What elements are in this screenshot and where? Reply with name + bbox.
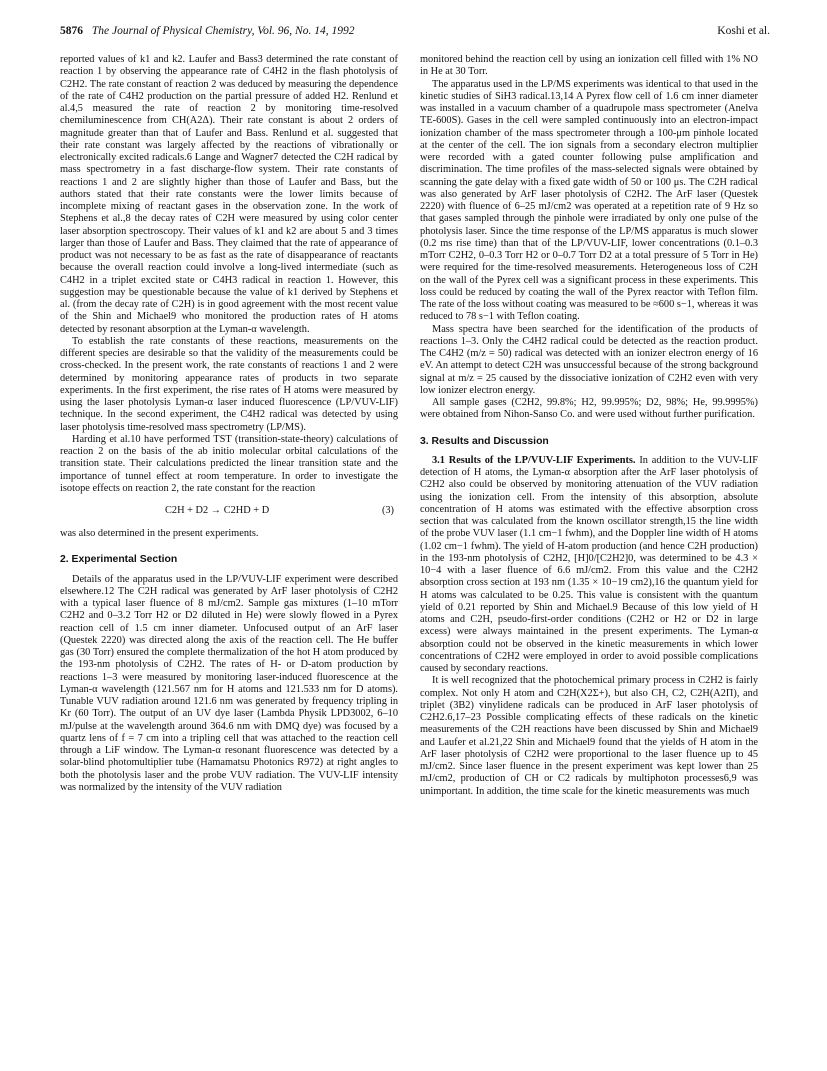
paragraph: To establish the rate constants of these reactions, measurements on the different species are desirable so that the validity of the measurements could be cross-checked. In the present work, the rate constants of reactions 1 and 2 were determined by monitoring appearance rates of products in two separate experiments. In the first experiment, the rise rates of H atoms were measured by using the laser photolysis Lyman-α laser induced fluorescence (LP/VUV-LIF) technique. In the second experiment, the C4H2 radical was detected by using laser photolysis time-resolved mass spectrometry (LP/MS).	[60, 335, 398, 433]
subsection-heading: 3.1 Results of the LP/VUV-LIF Experiments.	[432, 454, 636, 466]
section-heading: 3. Results and Discussion	[420, 435, 549, 447]
paragraph-text: In addition to the VUV-LIF detection of H atoms, the Lyman-α absorption after the ArF laser photolysis of C2H2 also could be observed by monitoring attenuation of the VUV radiation using the ionization cell. From the intensity of this absorption, absolute concentration of H atoms was estimated with the effective absorption cross section that was calculated from the known oscillator strength,15 the line width of the probe VUV laser (1.1 cm−1 fwhm), and the Doppler line width of H atoms (1.02 cm−1 fwhm). The yield of H-atom production (and hence C2H production) in the 193-nm photolysis of C2H2, [H]0/[C2H2]0, was determined to be 4.3 × 10−4 with a laser fluence of 6.6 mJ/cm2. From this value and the C2H2 absorption cross section at 193 nm (1.35 × 10−19 cm2),16 the quantum yield for H atoms was calculated to be 0.25. This value is consistent with the quantum yield of 0.21 reported by Shin and Michael.9 Because of this low yield of H atoms and C2H, pseudo-first-order conditions (C2H2 or H2 or D2 in large excess) were always maintained in the present experiments. The Lyman-α absorption could not be observed in the kinetic measurements in which lower concentrations of C2H2 were employed in order to avoid possible complications caused by secondary reactions.	[420, 454, 758, 674]
paragraph: The apparatus used in the LP/MS experiments was identical to that used in the kinetic studies of SiH3 radical.13,14 A Pyrex flow cell of 1.6 cm inner diameter was installed in a vacuum chamber of a quadrupole mass spectrometer (Anelva TE-600S). Gases in the cell were sampled continuously into an electron-impact ionization chamber of the mass spectrometer through a 100-μm pinhole located at the center of the cell. The ion signals from a secondary electron multiplier were recorded with a gated counter following pulse amplification and discrimination. The time profiles of the mass-selected signals were obtained by scanning the gate delay with a fixed gate width of 50 or 100 μs. The C2H radical was also generated by ArF laser photolysis of C2H2. The ArF laser (Questek 2220) with fluence of 6–25 mJ/cm2 was operated at a repetition rate of 9 Hz so that gases sampled through the pinhole were irradiated by only one pulse of the photolysis laser. Since the time response of the LP/MS apparatus is much slower (0.2 ms rise time) than that of the LP/VUV-LIF, lower concentrations (0.1–0.3 mTorr C2H2, 0–0.3 Torr H2 or 0–0.7 Torr D2 at a total pressure of 5 Torr in He) were required for the time-resolved measurements. Heterogeneous loss of C2H on the wall of the Pyrex cell was a significant process in these experiments. This loss could be reduced by coating the wall of the Pyrex reactor with Teflon film. The rate of the loss without coating was measured to be ≈600 s−1, whereas it was reduced to 78 s−1 with Teflon coating.	[420, 78, 758, 323]
paragraph: Harding et al.10 have performed TST (transition-state-theory) calculations of reaction 2 on the basis of the ab initio molecular orbital calculations of the transition state. Their calculations predicted the linear transition state and the importance of tunnel effect at room temperature. In order to investigate the isotope effects on reaction 2, the rate constant for the reaction	[60, 433, 398, 494]
paragraph	[420, 455, 758, 676]
equation-number: (3)	[381, 505, 394, 516]
paragraph: It is well recognized that the photochemical primary process in C2H2 is fairly complex. Not only H atom and C2H(X2Σ+), but also CH, C2, C2H(A2Π), and triplet (3B2) vinylidene radicals can be produced in ArF laser photolysis of C2H2.6,17–23 Possible complicating effects of these radicals on the kinetic measurements of the C2H reactions have been discussed by Shin and Michael9 and Laufer et al.21,22 Shin and Michael9 found that the yields of H atom in the ArF laser photolysis of C2H2 were proportional to the laser fluence up to 45 mJ/cm2. Since laser fluence in the present experiment was kept lower than 25 mJ/cm2, production of CH or C2 radicals by multiphoton processes6,9 was unimportant. In addition, the time scale for the kinetic measurements was much	[420, 675, 758, 797]
left-column	[60, 54, 398, 794]
equation: C2H + D2 → C2HD + D	[165, 505, 270, 516]
header-authors: Koshi et al.	[717, 25, 770, 37]
paragraph: monitored behind the reaction cell by using an ionization cell filled with 1% NO in He at 30 Torr.	[420, 54, 758, 78]
page-number: 5876	[60, 25, 83, 37]
right-column	[420, 54, 758, 798]
journal-citation: The Journal of Physical Chemistry, Vol. 96, No. 14, 1992	[91, 25, 355, 37]
section-heading: 2. Experimental Section	[60, 554, 178, 566]
paragraph: All sample gases (C2H2, 99.8%; H2, 99.995%; D2, 98%; He, 99.9995%) were obtained from Nihon-Sanso Co. and were used without further purification.	[420, 397, 758, 421]
equation-block	[60, 504, 398, 520]
paragraph: Mass spectra have been searched for the identification of the products of reactions 1–3. Only the C4H2 radical could be detected as the reaction product. The C4H2 (m/z = 50) radical was detected with an ionizer electron energy of 16 eV. An attempt to detect C2H was unsuccessful because of the strong background signal at m/z = 25 caused by the dissociative ionization of C2H2 even with very low ionizer electron energy.	[420, 323, 758, 396]
header-left	[60, 25, 354, 37]
paragraph: was also determined in the present experiments.	[60, 528, 259, 539]
paragraph: reported values of k1 and k2. Laufer and Bass3 determined the rate constant of reaction 1 by observing the appearance rate of C4H2 in the flash photolysis of C2H2. The rate constant of reaction 2 was deduced by measuring the dependence of the rate of C4H2 production on the partial pressure of added H2. Renlund et al.4,5 measured the rate of reaction 2 by monitoring time-resolved chemiluminescence from CH(A2Δ). Their rate constant is about 2 orders of magnitude greater than that of Laufer and Bass. Renlund et al. suggested that their rate constant was largely affected by the reactions of vibrationally or electronically excited radicals.6 Lange and Wagner7 detected the C2H radical by mass spectrometry in a fast discharge-flow system. Their rate constants of reactions 1 and 2 are slightly higher than those of Laufer and Bass, but the authors stated that their rate constants were the lower limits because of incomplete mixing of reactant gases in the observation zone. In the work of Stephens et al.,8 the decay rates of C2H were measured by using color center laser absorption spectroscopy. Their values of k1 and k2 are about 5 and 3 times larger than those of Laufer and Bass. They claimed that the rate of appearance of product was not necessary to be as fast as the rate of disappearance of reactants because the overall reaction could involve a long-lived intermediate (such as C4H2 in a triplet excited state or C4H3 radical in reaction 1. However, this suggestion may be questionable because the value of k1 derived by Stephens et al. (from the decay rate of C2H) is in good agreement with the most recent value of the Shin and Michael9 who monitored the production rates of H atoms detected by resonant absorption at the Lyman-α wavelength.	[60, 54, 398, 335]
page-header	[60, 25, 770, 43]
paragraph: Details of the apparatus used in the LP/VUV-LIF experiment were described elsewhere.12 The C2H radical was generated by ArF laser photolysis of C2H2 with a typical laser fluence of 8 mJ/cm2. Sample gas mixtures (1–10 mTorr C2H2 and 0–3.2 Torr H2 or D2 diluted in He) were slowly flowed in a Pyrex reaction cell of 1.5 cm inner diameter. Unfocused output of an ArF laser (Questek 2220) was directed along the axis of the reaction cell. The He buffer gas (30 Torr) ensured the complete thermalization of the hot H atom produced by the 193-nm photolysis of C2H2. The rates of H- or D-atom production by reactions 1–3 were measured by monitoring laser-induced fluorescence at the Lyman-α wavelength (121.567 nm for H atoms and 121.533 nm for D atoms). Tunable VUV radiation around 121.6 nm was generated by frequency tripling in Kr (60 Torr). The output of an UV dye laser (Lambda Physik LPD3002, 6–10 mJ/pulse at the wavelength around 364.6 nm with DMQ dye) was focused by a quartz lens of f = 7 cm into a tripling cell that was attached to the reaction cell through a LiF window. The Lyman-α resonant fluorescence was detected by a solar-blind photomultiplier tube (Hamamatsu Photonics R972) at right angles to both the photolysis laser and the probe VUV radiation. The VUV-LIF intensity was normalized by the intensity of the VUV radiation	[60, 573, 398, 793]
